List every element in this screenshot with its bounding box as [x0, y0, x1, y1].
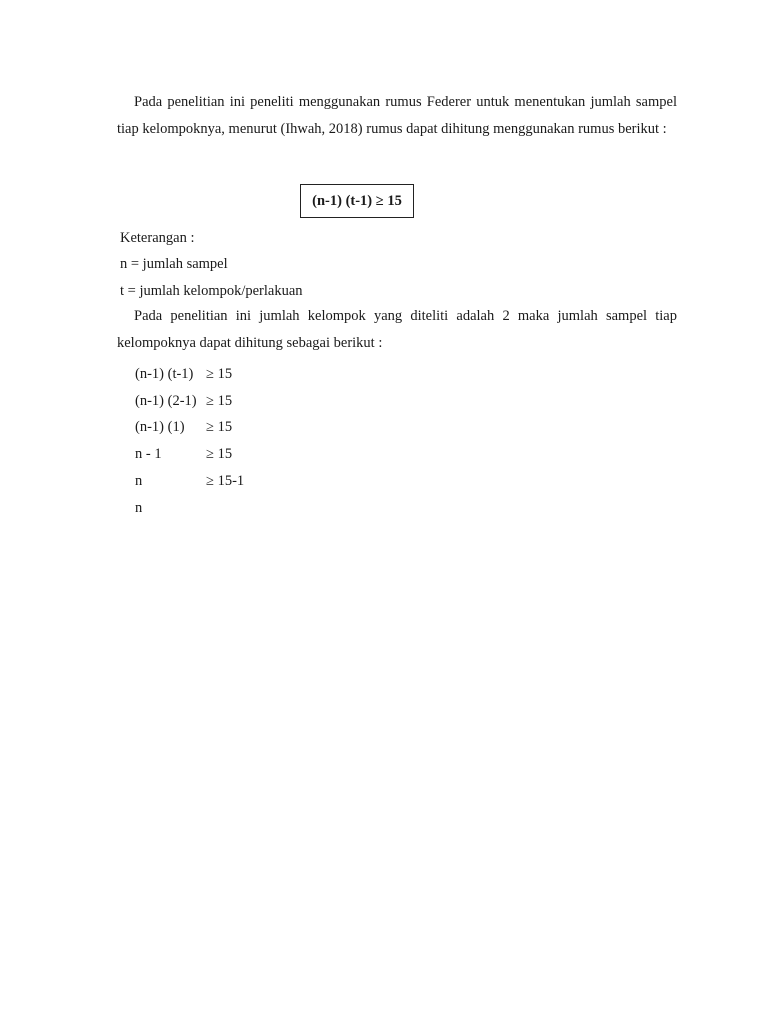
- calculation-right-expression: ≥ 15-1: [206, 473, 245, 490]
- calculation-left-expression: n: [135, 499, 143, 516]
- calculation-steps: [135, 361, 244, 522]
- calculation-right-expression: ≥ 15: [206, 365, 233, 382]
- legend-n-definition: n = jumlah sampel: [120, 256, 228, 272]
- calculation-left-expression: n - 1: [135, 446, 162, 463]
- calculation-row: [135, 361, 244, 388]
- federer-formula-box: (n-1) (t-1) ≥ 15: [300, 184, 414, 218]
- calculation-right-expression: ≥ 15: [206, 392, 233, 409]
- calculation-left-expression: (n-1) (2-1): [135, 392, 197, 409]
- legend-t-definition: t = jumlah kelompok/perlakuan: [120, 283, 303, 299]
- calculation-right-expression: ≥ 15: [206, 419, 233, 436]
- calculation-left-expression: (n-1) (t-1): [135, 365, 194, 382]
- calculation-right-expression: ≥ 15: [206, 446, 233, 463]
- legend-title: Keterangan :: [120, 230, 195, 246]
- calculation-row: [135, 441, 244, 468]
- calculation-left-expression: n: [135, 473, 143, 490]
- calculation-row: [135, 495, 244, 522]
- calculation-intro-paragraph: Pada penelitian ini jumlah kelompok yang diteliti adalah 2 maka jumlah sampel tiap kelompoknya dapat dihitung sebagai berikut :: [117, 308, 677, 351]
- intro-paragraph: Pada penelitian ini peneliti menggunakan rumus Federer untuk menentukan jumlah sampel tiap kelompoknya, menurut (Ihwah, 2018) rumus dapat dihitung menggunakan rumus berikut :: [117, 94, 677, 137]
- calculation-row: [135, 388, 244, 415]
- calculation-left-expression: (n-1) (1): [135, 419, 185, 436]
- calculation-row: [135, 415, 244, 442]
- calculation-row: [135, 468, 244, 495]
